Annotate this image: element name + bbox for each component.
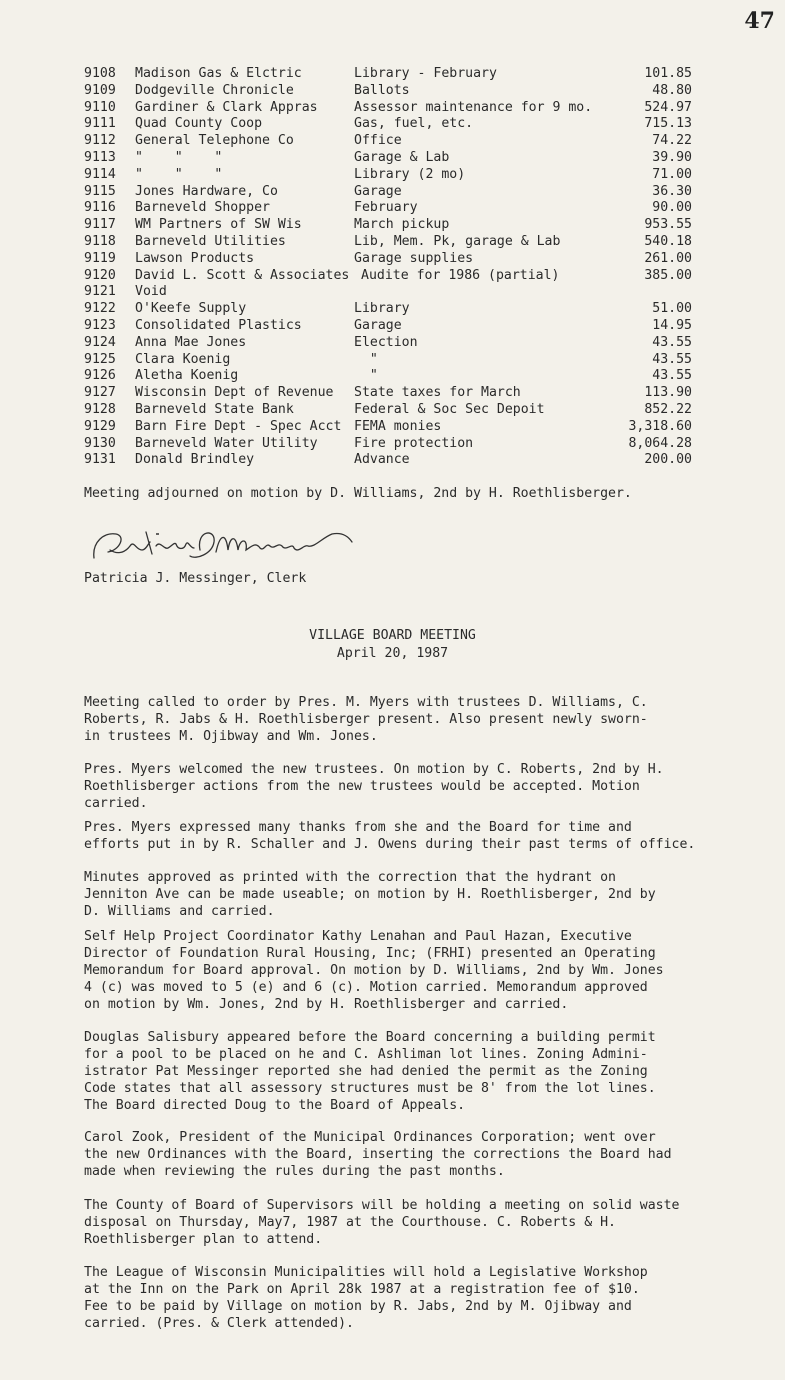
payee-name: O'Keefe Supply bbox=[135, 301, 247, 317]
voucher-number: 9120 bbox=[84, 267, 116, 283]
expense-description: Office bbox=[354, 133, 402, 149]
ledger-row bbox=[84, 167, 694, 184]
amount: 74.22 bbox=[652, 133, 692, 149]
ledger-row bbox=[84, 284, 694, 301]
expense-description: Garage bbox=[354, 183, 402, 199]
clerk-name: Patricia J. Messinger, Clerk bbox=[84, 571, 307, 586]
expense-description: " bbox=[354, 351, 378, 367]
ledger-row bbox=[84, 184, 694, 201]
payee-name: WM Partners of SW Wis bbox=[135, 217, 302, 233]
expense-description: Assessor maintenance for 9 mo. bbox=[354, 99, 593, 115]
amount: 43.55 bbox=[652, 368, 692, 384]
ledger-row bbox=[84, 452, 694, 469]
ledger-row bbox=[84, 133, 694, 150]
ledger-row bbox=[84, 352, 694, 369]
ledger-row bbox=[84, 318, 694, 335]
minutes-paragraph: Pres. Myers welcomed the new trustees. On motion by C. Roberts, 2nd by H. Roethlisberger actions from the new trustees would be accepted. Motion carried. bbox=[84, 762, 664, 811]
voucher-number: 9130 bbox=[84, 435, 116, 451]
clerk-signature bbox=[86, 520, 356, 570]
voucher-number: 9128 bbox=[84, 401, 116, 417]
ledger-row bbox=[84, 100, 694, 117]
voucher-number: 9109 bbox=[84, 82, 116, 98]
amount: 43.55 bbox=[652, 351, 692, 367]
minutes-paragraph: Carol Zook, President of the Municipal Ordinances Corporation; went over the new Ordinances with the Board, inserting the corrections the Board had made when reviewing the rules during the past months. bbox=[84, 1130, 672, 1179]
expense-ledger bbox=[84, 66, 694, 469]
voucher-number: 9116 bbox=[84, 200, 116, 216]
ledger-row bbox=[84, 83, 694, 100]
amount: 524.97 bbox=[644, 99, 692, 115]
amount: 715.13 bbox=[644, 116, 692, 132]
ledger-row bbox=[84, 385, 694, 402]
amount: 14.95 bbox=[652, 317, 692, 333]
minutes-paragraph: Minutes approved as printed with the correction that the hydrant on Jenniton Ave can be made useable; on motion by H. Roethlisberger, 2nd by D. Williams and carried. bbox=[84, 870, 656, 919]
amount: 8,064.28 bbox=[628, 435, 692, 451]
adjournment-note: Meeting adjourned on motion by D. Williams, 2nd by H. Roethlisberger. bbox=[84, 486, 632, 501]
expense-description: Gas, fuel, etc. bbox=[354, 116, 474, 132]
meeting-title: VILLAGE BOARD MEETING bbox=[309, 628, 476, 643]
payee-name: David L. Scott & Associates bbox=[135, 267, 350, 283]
ledger-row bbox=[84, 419, 694, 436]
amount: 71.00 bbox=[652, 166, 692, 182]
amount: 51.00 bbox=[652, 301, 692, 317]
amount: 200.00 bbox=[644, 452, 692, 468]
payee-name: Clara Koenig bbox=[135, 351, 231, 367]
ledger-row bbox=[84, 251, 694, 268]
ledger-row bbox=[84, 217, 694, 234]
voucher-number: 9121 bbox=[84, 284, 116, 300]
payee-name: Barneveld State Bank bbox=[135, 401, 294, 417]
payee-name: Anna Mae Jones bbox=[135, 334, 247, 350]
expense-description: Advance bbox=[354, 452, 410, 468]
expense-description: FEMA monies bbox=[354, 418, 442, 434]
ledger-row bbox=[84, 301, 694, 318]
voucher-number: 9117 bbox=[84, 217, 116, 233]
voucher-number: 9122 bbox=[84, 301, 116, 317]
ledger-row bbox=[84, 335, 694, 352]
expense-description: Lib, Mem. Pk, garage & Lab bbox=[354, 233, 561, 249]
expense-description: State taxes for March bbox=[354, 385, 521, 401]
page-number: 47 bbox=[744, 8, 775, 34]
amount: 261.00 bbox=[644, 250, 692, 266]
voucher-number: 9123 bbox=[84, 317, 116, 333]
voucher-number: 9131 bbox=[84, 452, 116, 468]
ledger-row bbox=[84, 150, 694, 167]
expense-description: February bbox=[354, 200, 418, 216]
ledger-row bbox=[84, 436, 694, 453]
payee-name: Lawson Products bbox=[135, 250, 255, 266]
payee-name: Wisconsin Dept of Revenue bbox=[135, 385, 334, 401]
voucher-number: 9125 bbox=[84, 351, 116, 367]
payee-name: Dodgeville Chronicle bbox=[135, 82, 294, 98]
payee-name: " " " bbox=[135, 166, 223, 182]
amount: 852.22 bbox=[644, 401, 692, 417]
voucher-number: 9126 bbox=[84, 368, 116, 384]
meeting-date: April 20, 1987 bbox=[336, 646, 449, 661]
amount: 48.80 bbox=[652, 82, 692, 98]
expense-description: Garage supplies bbox=[354, 250, 474, 266]
ledger-row bbox=[84, 116, 694, 133]
minutes-paragraph: Self Help Project Coordinator Kathy Lenahan and Paul Hazan, Executive Director of Foundation Rural Housing, Inc; (FRHI) presented an Operating Memorandum for Board approval. On motion by D. Williams, 2nd by Wm. Jones 4 (c) was moved to 5 (e) and 6 (c). Motion carried. Memorandum approved on motion by Wm. Jones, 2nd by H. Roethlisberger and carried. bbox=[84, 929, 664, 1012]
voucher-number: 9110 bbox=[84, 99, 116, 115]
amount: 101.85 bbox=[644, 66, 692, 81]
voucher-number: 9113 bbox=[84, 149, 116, 165]
expense-description: " bbox=[354, 368, 378, 384]
payee-name: Barneveld Shopper bbox=[135, 200, 270, 216]
minutes-paragraph: Meeting called to order by Pres. M. Myers with trustees D. Williams, C. Roberts, R. Jabs & H. Roethlisberger present. Also present newly sworn- in trustees M. Ojibway and Wm. Jones. bbox=[84, 695, 648, 744]
amount: 36.30 bbox=[652, 183, 692, 199]
expense-description: Garage bbox=[354, 317, 402, 333]
ledger-row bbox=[84, 200, 694, 217]
expense-description: Federal & Soc Sec Depoit bbox=[354, 401, 545, 417]
payee-name: Gardiner & Clark Appras bbox=[135, 99, 318, 115]
amount: 43.55 bbox=[652, 334, 692, 350]
expense-description: Garage & Lab bbox=[354, 149, 450, 165]
voucher-number: 9112 bbox=[84, 133, 116, 149]
voucher-number: 9119 bbox=[84, 250, 116, 266]
minutes-paragraph: The County of Board of Supervisors will be holding a meeting on solid waste disposal on Thursday, May7, 1987 at the Courthouse. C. Roberts & H. Roethlisberger plan to attend. bbox=[84, 1198, 680, 1247]
amount: 39.90 bbox=[652, 149, 692, 165]
expense-description: Ballots bbox=[354, 82, 410, 98]
payee-name: Jones Hardware, Co bbox=[135, 183, 278, 199]
payee-name: Quad County Coop bbox=[135, 116, 263, 132]
amount: 385.00 bbox=[644, 267, 692, 283]
amount: 3,318.60 bbox=[628, 418, 692, 434]
ledger-row bbox=[84, 66, 694, 83]
amount: 540.18 bbox=[644, 233, 692, 249]
minutes-paragraph: Pres. Myers expressed many thanks from she and the Board for time and efforts put in by R. Schaller and J. Owens during their past terms of office. bbox=[84, 820, 696, 852]
payee-name: Void bbox=[135, 284, 167, 300]
expense-description: Library (2 mo) bbox=[354, 166, 466, 182]
payee-name: Barneveld Utilities bbox=[135, 233, 286, 249]
minutes-paragraph: Douglas Salisbury appeared before the Board concerning a building permit for a pool to be placed on he and C. Ashliman lot lines. Zoning Admini- istrator Pat Messinger reported she had denied the permit as the Zoning Code states that all assessory structures must be 8' from the lot lines. The Board directed Doug to the Board of Appeals. bbox=[84, 1030, 656, 1113]
expense-description: March pickup bbox=[354, 217, 450, 233]
ledger-row bbox=[84, 268, 694, 285]
voucher-number: 9129 bbox=[84, 418, 116, 434]
ledger-row bbox=[84, 368, 694, 385]
voucher-number: 9114 bbox=[84, 166, 116, 182]
voucher-number: 9111 bbox=[84, 116, 116, 132]
ledger-row bbox=[84, 402, 694, 419]
payee-name: Consolidated Plastics bbox=[135, 317, 302, 333]
minutes-paragraph: The League of Wisconsin Municipalities will hold a Legislative Workshop at the Inn on the Park on April 28k 1987 at a registration fee of $10. Fee to be paid by Village on motion by R. Jabs, 2nd by M. Ojibway and carried. (Pres. & Clerk attended). bbox=[84, 1265, 648, 1331]
voucher-number: 9127 bbox=[84, 385, 116, 401]
voucher-number: 9115 bbox=[84, 183, 116, 199]
payee-name: Barneveld Water Utility bbox=[135, 435, 318, 451]
expense-description: Library - February bbox=[354, 66, 497, 81]
payee-name: " " " bbox=[135, 149, 223, 165]
amount: 90.00 bbox=[652, 200, 692, 216]
expense-description: Audite for 1986 (partial) bbox=[361, 267, 560, 283]
voucher-number: 9124 bbox=[84, 334, 116, 350]
payee-name: Donald Brindley bbox=[135, 452, 255, 468]
expense-description: Election bbox=[354, 334, 418, 350]
payee-name: Barn Fire Dept - Spec Acct bbox=[135, 418, 342, 434]
payee-name: General Telephone Co bbox=[135, 133, 294, 149]
amount: 953.55 bbox=[644, 217, 692, 233]
expense-description: Library bbox=[354, 301, 410, 317]
voucher-number: 9108 bbox=[84, 66, 116, 81]
amount: 113.90 bbox=[644, 385, 692, 401]
ledger-row bbox=[84, 234, 694, 251]
expense-description: Fire protection bbox=[354, 435, 474, 451]
payee-name: Aletha Koenig bbox=[135, 368, 239, 384]
voucher-number: 9118 bbox=[84, 233, 116, 249]
payee-name: Madison Gas & Elctric bbox=[135, 66, 302, 81]
